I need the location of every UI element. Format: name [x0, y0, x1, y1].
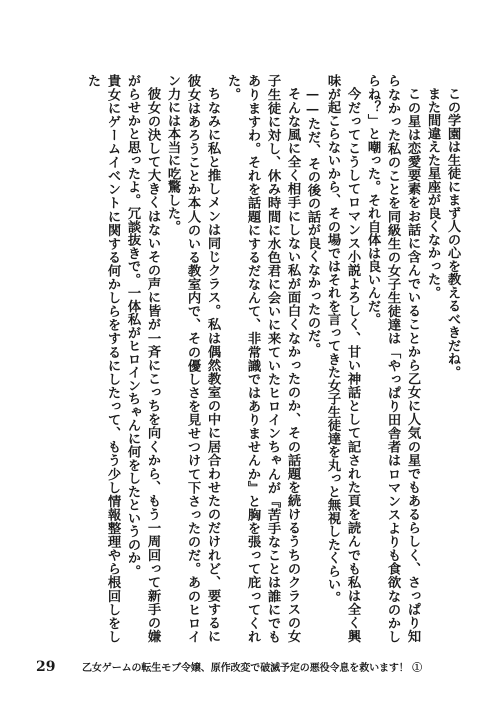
paragraph: この星は恋愛要素をお話に含んでいることから乙女に人気の星でもあるらしく、さっぱり知らなかった私のことを同級生の女子生徒達は「やっぱり田舎者はロマンスよりも食欲なのかしらね？」と嘲った。それ自体は良いんだ。: [365, 74, 420, 643]
paragraph: ——ただ、その後の話が良くなかったのだ。: [305, 87, 320, 356]
paragraph: ちなみに私と推しメンは同じクラス。私は偶然教室の中に居合わせたのだけれど、要するに彼女はあろうことか本人のいる教室内で、その優しさを見せつけて下さったのだ。あのヒロイン力には本当に吃驚した。: [165, 74, 220, 643]
body-text: [38, 74, 462, 643]
page-footer: [36, 659, 466, 679]
running-title: 乙女ゲームの転生モブ令嬢、原作改変で破滅予定の悪役令息を救います！ ①: [82, 663, 422, 674]
page-number: 29: [36, 659, 56, 675]
paragraph: そんな風に全く相手にしない私が面白くなかったのか、その話題を続けるうちのクラスの女子生徒に対し、休み時間に水色君に会いに来ていたヒロインちゃんが『苦手なことは誰にでもありますわ。それを話題にするだなんて、非常識ではありませんか』と胸を張って庇ってくれた。: [225, 74, 300, 643]
paragraph: 今だってこうしてロマンス小説よろしく、甘い神話として記された頁を読んでも私は全く興味が起こらないから、その場ではそれを言ってきた女子生徒達を丸っと無視したくらい。: [325, 74, 360, 643]
paragraph: 貴女にゲームイベントに関する何かしらをするにしたって、もう少し情報整理やら根回しをした: [85, 74, 120, 643]
paragraph: この学園は生徒にまず人の心を教えるべきだね。: [445, 87, 460, 379]
paragraph: 彼女の決して大きくはないその声に皆が一斉にこっちを向くから、もう一周回って新手の嫌がらせかと思ったよ。冗談抜きで。一体私がヒロインちゃんに何をしたというのか。: [125, 74, 160, 643]
paragraph: また間違えた星座が良くなかった。: [425, 87, 440, 300]
